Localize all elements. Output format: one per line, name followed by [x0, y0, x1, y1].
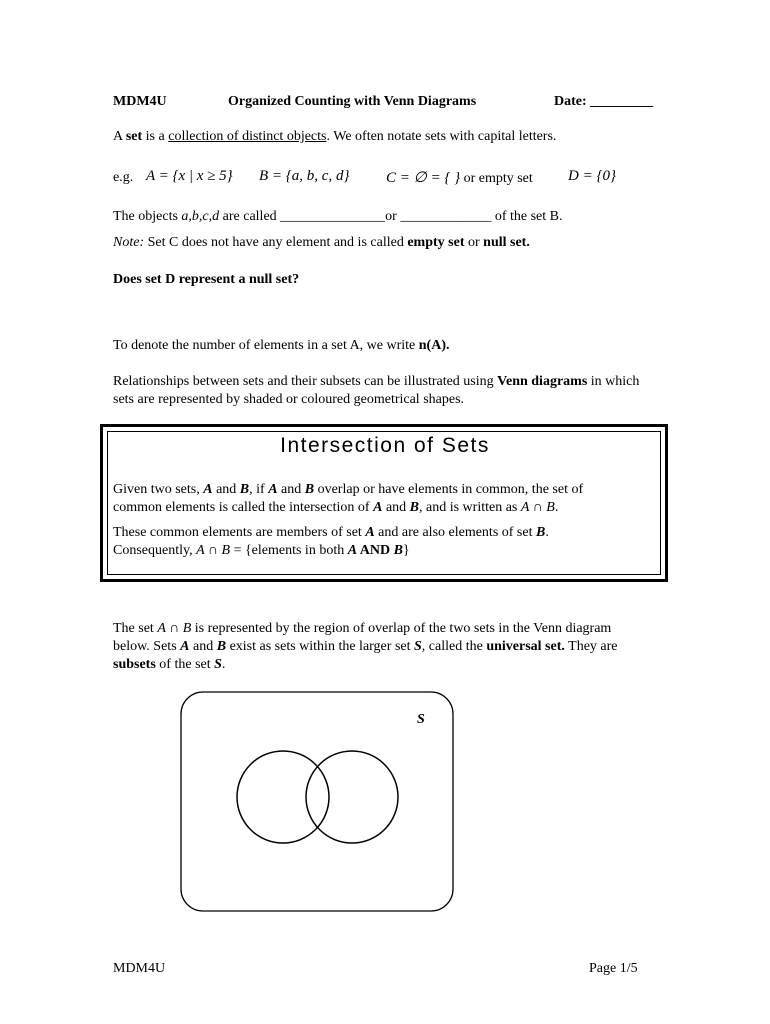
objects-line: The objects a,b,c,d are called _______________or _____________ of the set B. — [113, 209, 563, 224]
eg-label: e.g. — [113, 170, 134, 185]
intersection-consequence: These common elements are members of set A and are also elements of set B. Consequently, A ∩ B = {elements in both A AND B} — [113, 525, 549, 558]
set-b-example: B = {a, b, c, d} — [259, 168, 350, 184]
null-set-question: Does set D represent a null set? — [113, 272, 300, 287]
intersection-title: Intersection of Sets — [280, 434, 490, 457]
footer-course: MDM4U — [113, 961, 166, 976]
note-line: Note: Set C does not have any element and is called empty set or null set. — [113, 235, 530, 250]
cardinality-line: To denote the number of elements in a set A, we write n(A). — [113, 338, 450, 353]
set-b-circle — [306, 751, 398, 843]
set-definition: A set is a collection of distinct objects. We often notate sets with capital letters. — [113, 129, 557, 144]
venn-intro-paragraph: Relationships between sets and their subsets can be illustrated using Venn diagrams in which sets are represented by shaded or coloured geometrical shapes. — [113, 374, 640, 407]
universal-set-label: S — [417, 712, 425, 727]
set-d-example: D = {0} — [568, 168, 616, 184]
intersection-definition: Given two sets, A and B, if A and B overlap or have elements in common, the set of common elements is called the intersection of A and B, and is written as A ∩ B. — [113, 482, 584, 515]
universal-set-rectangle — [181, 692, 453, 911]
set-a-example: A = {x | x ≥ 5} — [146, 168, 233, 184]
venn-explanation: The set A ∩ B is represented by the region of overlap of the two sets in the Venn diagram below. Sets A and B exist as sets within the larger set S, called the universal set. They are subsets of the set S. — [113, 621, 618, 672]
date-field: Date: _________ — [554, 94, 654, 109]
page-number: Page 1/5 — [589, 961, 638, 976]
set-a-circle — [237, 751, 329, 843]
page-title: Organized Counting with Venn Diagrams — [228, 94, 477, 109]
course-code: MDM4U — [113, 94, 167, 109]
set-c-example: C = ∅ = { } or empty set — [386, 170, 533, 186]
